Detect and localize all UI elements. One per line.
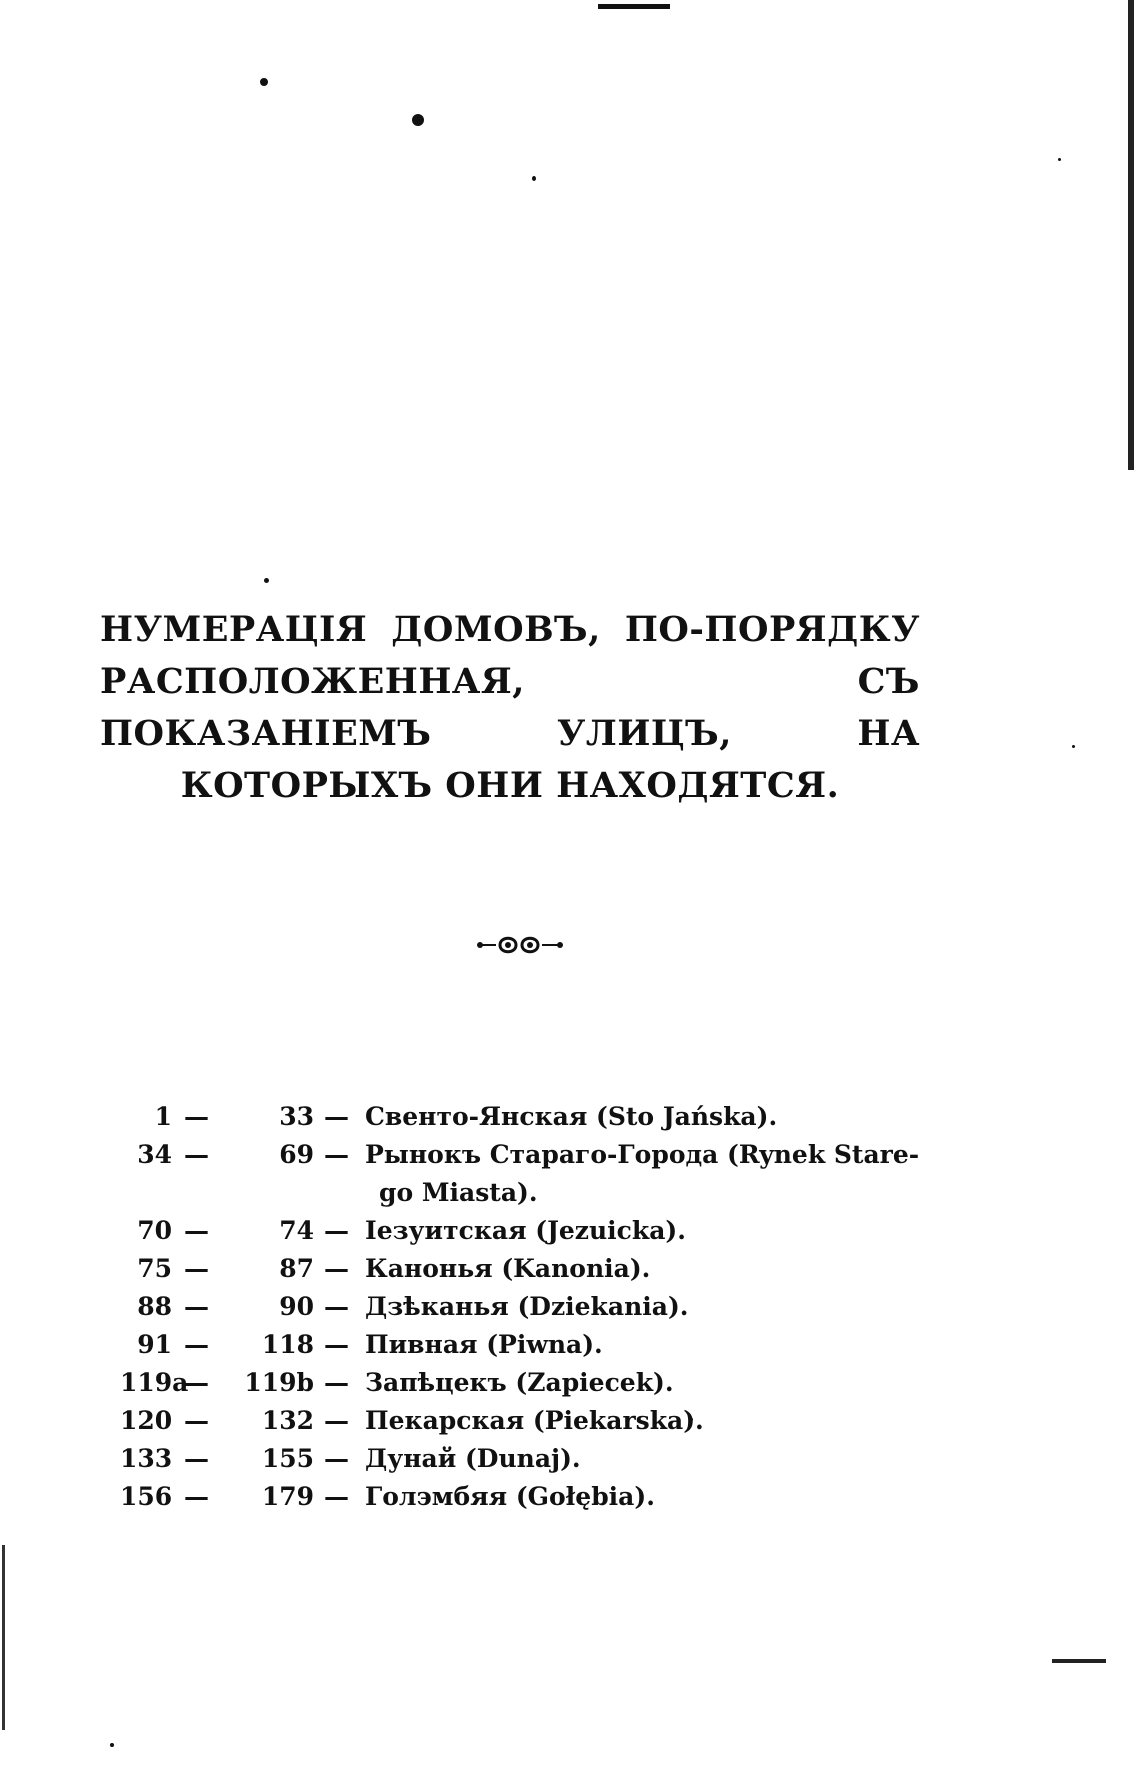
decorative-ornament-icon [470, 930, 570, 960]
scan-speck [412, 114, 424, 126]
street-dash: — [324, 1102, 349, 1131]
street-name: Рынокъ Стараго-Города (Rynek Stare- [365, 1140, 920, 1169]
house-to: 118 [261, 1330, 314, 1359]
range-dash: — [184, 1330, 209, 1359]
range-dash: — [184, 1292, 209, 1321]
page-title: НУМЕРАЦІЯ ДОМОВЪ, ПО-ПОРЯДКУ РАСПОЛОЖЕННАЯ, СЪ ПОКАЗАНІЕМЪ УЛИЦЪ, НА КОТОРЫХЪ ОНИ НАХОДЯТСЯ. [100, 609, 920, 806]
street-name: Іезуитская (Jezuicka). [365, 1216, 686, 1245]
range-dash: — [184, 1406, 209, 1435]
street-dash: — [324, 1444, 349, 1473]
scan-speck [264, 578, 269, 583]
table-row [120, 1402, 980, 1440]
range-dash: — [184, 1254, 209, 1283]
street-dash: — [324, 1216, 349, 1245]
range-dash: — [184, 1368, 209, 1397]
street-dash: — [324, 1368, 349, 1397]
house-to: 69 [279, 1140, 314, 1169]
range-dash: — [184, 1482, 209, 1511]
table-row [120, 1136, 980, 1212]
house-to: 155 [261, 1444, 314, 1473]
house-from: 120 [120, 1406, 173, 1435]
street-name-continuation: go Miasta). [379, 1178, 538, 1207]
range-dash: — [184, 1444, 209, 1473]
house-to: 87 [279, 1254, 314, 1283]
table-row [120, 1250, 980, 1288]
street-name: Канонья (Kanonia). [365, 1254, 651, 1283]
street-dash: — [324, 1482, 349, 1511]
street-name: Дунай (Dunaj). [365, 1444, 581, 1473]
street-dash: — [324, 1406, 349, 1435]
table-row [120, 1326, 980, 1364]
house-to: 74 [279, 1216, 314, 1245]
house-to: 90 [279, 1292, 314, 1321]
scan-speck [1058, 158, 1061, 161]
street-dash: — [324, 1330, 349, 1359]
street-name: Голэмбяя (Gołębia). [365, 1482, 655, 1511]
house-from: 34 [137, 1140, 172, 1169]
scan-speck [260, 78, 268, 86]
table-row [120, 1440, 980, 1478]
range-dash: — [184, 1216, 209, 1245]
scan-rule-top [598, 4, 670, 9]
table-row [120, 1478, 980, 1516]
house-to: 119b [244, 1368, 314, 1397]
range-dash: — [184, 1140, 209, 1169]
street-name: Свенто-Янская (Sto Jańska). [365, 1102, 778, 1131]
street-name: Дзѣканья (Dziekania). [365, 1292, 689, 1321]
house-to: 179 [261, 1482, 314, 1511]
scan-edge-right [1128, 0, 1134, 470]
house-to: 132 [261, 1406, 314, 1435]
scan-edge-left [2, 1545, 5, 1730]
street-name: Запѣцекъ (Zapiecek). [365, 1368, 674, 1397]
street-name-wrapper [365, 1136, 965, 1212]
house-to: 33 [279, 1102, 314, 1131]
street-dash: — [324, 1254, 349, 1283]
house-from: 119a [120, 1368, 189, 1397]
house-from: 91 [137, 1330, 172, 1359]
scan-speck [110, 1743, 114, 1747]
street-name: Пекарская (Piekarska). [365, 1406, 704, 1435]
range-dash: — [184, 1102, 209, 1131]
street-dash: — [324, 1140, 349, 1169]
house-from: 133 [120, 1444, 173, 1473]
street-dash: — [324, 1292, 349, 1321]
scan-speck [532, 176, 536, 181]
table-row [120, 1288, 980, 1326]
street-name: Пивная (Piwna). [365, 1330, 603, 1359]
house-from: 88 [137, 1292, 172, 1321]
house-from: 1 [154, 1102, 172, 1131]
house-from: 70 [137, 1216, 172, 1245]
table-row [120, 1098, 980, 1136]
scan-speck [1072, 745, 1075, 748]
house-from: 156 [120, 1482, 173, 1511]
table-row [120, 1212, 980, 1250]
table-row [120, 1364, 980, 1402]
house-numbering-table [120, 1098, 980, 1516]
scan-rule-bottom [1052, 1659, 1106, 1663]
house-from: 75 [137, 1254, 172, 1283]
